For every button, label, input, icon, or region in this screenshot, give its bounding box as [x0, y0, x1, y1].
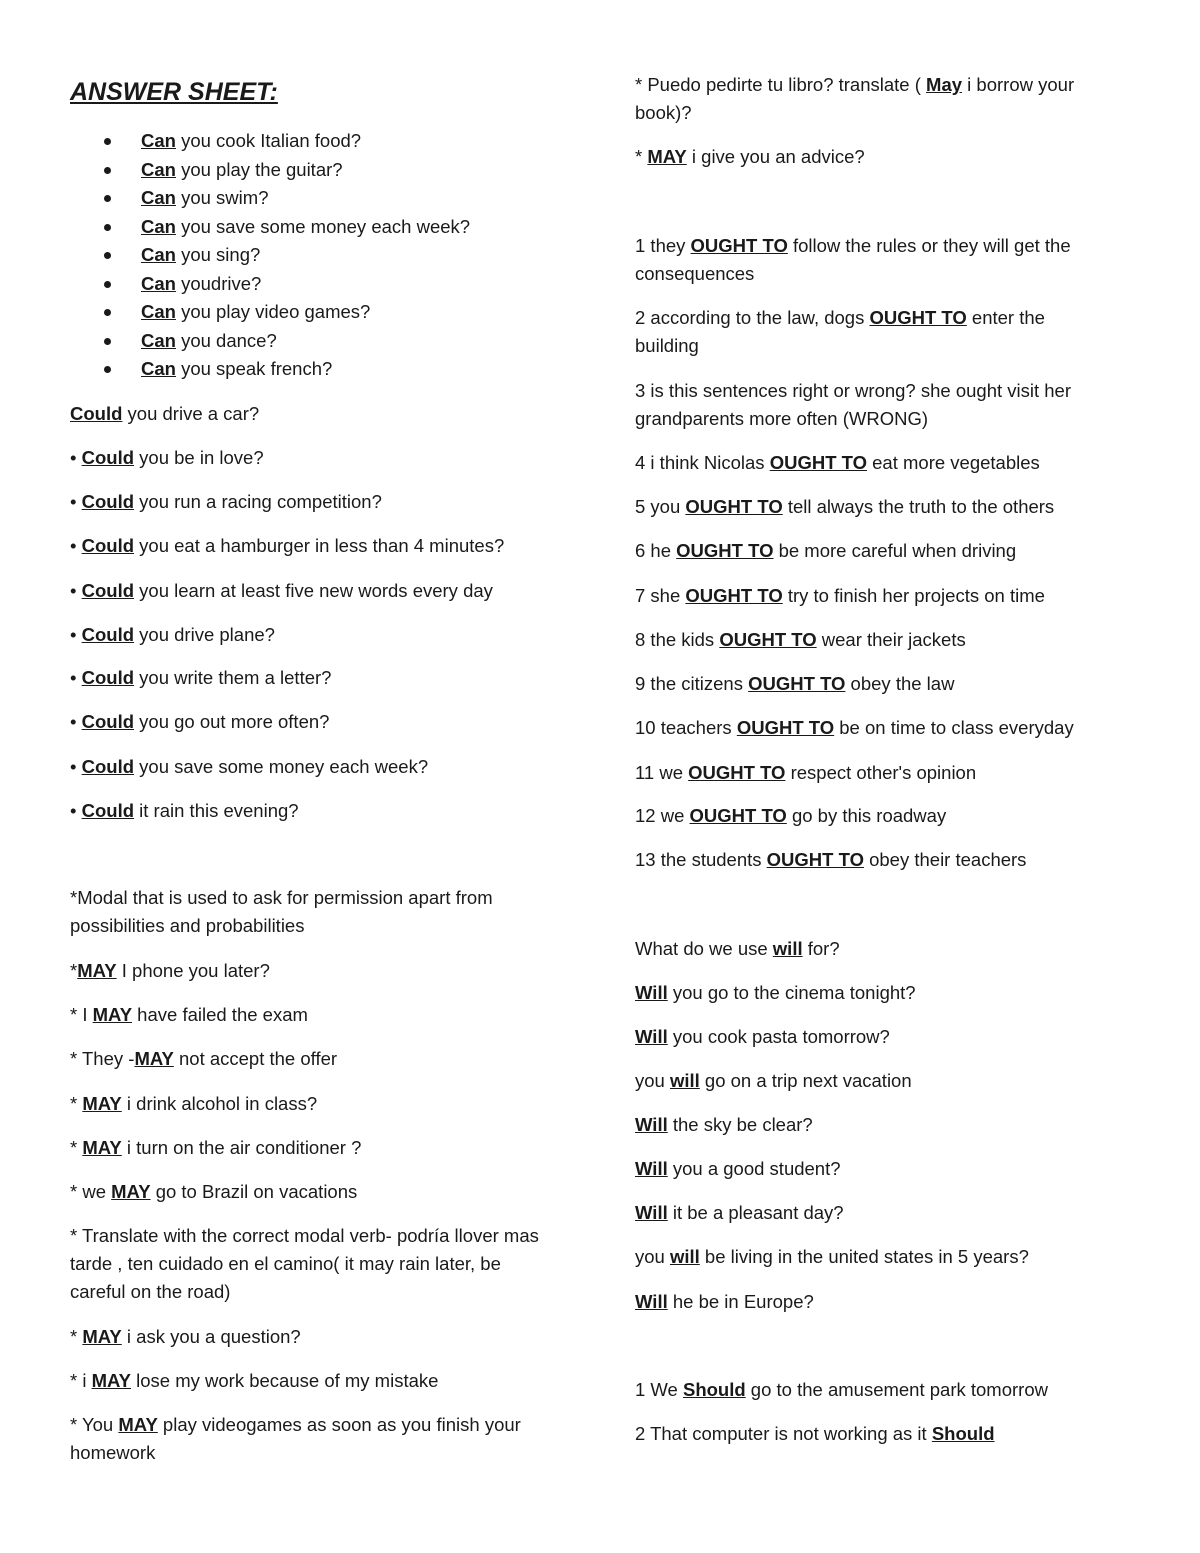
- will-line: you will be living in the united states in 5 years?: [635, 1246, 1029, 1267]
- may-translate: * Translate with the correct modal verb- podría llover mas tarde , ten cuidado en el camino( it may rain later, be careful on the road): [70, 1225, 539, 1302]
- could-line: Could you drive a car?: [70, 403, 260, 424]
- bullet-icon: [104, 195, 111, 202]
- could-line: • Could you drive plane?: [70, 624, 275, 645]
- ought-line: 11 we OUGHT TO respect other's opinion: [635, 762, 977, 783]
- could-line: • Could you run a racing competition?: [70, 491, 382, 512]
- ought-line: 4 i think Nicolas OUGHT TO eat more vegetables: [635, 452, 1040, 473]
- answer-sheet-page: ANSWER SHEET: Can you cook Italian food? Can you play the guitar? Can you swim? Can you save some money each week? Can you sing? Can youdrive? Can you play video games? Can you dance? Can you speak french? Could you drive a car? • Could you be in love? • Could you run a racing competition? • Could you eat a hamburger in less than 4 minutes? • Could you learn at least five new words every day • Could you drive plane? • Could you write them a letter? • Could you go out more often? • Could you save some money each week? • Could it rain this evening? *Modal that is used to ask for permission apart from possibilities and probabilities *MAY I phone you later? * I MAY have failed the exam * They -MAY not accept the offer * MAY i drink alcohol in class? * MAY i turn on the air conditioner ? * we MAY go to Brazil on vacations * Translate with the correct modal verb- podría llover mas tarde , ten cuidado en el camino( it may rain later, be careful on the road) * MAY i ask you a question? * i MAY lose my work because of my mistake * You MAY play videogames as soon as you finish your homework * Puedo pedirte tu libro? translate ( May i borrow your book)? * MAY i give you an advice? 1 they OUGHT TO follow the rules or they will get the consequences 2 according to the law, dogs OUGHT TO enter the building 3 is this sentences right or wrong? she ought visit her grandparents more often (WRONG) 4 i think Nicolas OUGHT TO eat more vegetables 5 you OUGHT TO tell always the truth to the others 6 he OUGHT TO be more careful when driving 7 she OUGHT TO try to finish her projects on time 8 the kids OUGHT TO wear their jackets 9 the citizens OUGHT TO obey the law 10 teachers OUGHT TO be on time to class everyday 11 we OUGHT TO respect other's opinion 12 we OUGHT TO go by this roadway 13 the students OUGHT TO obey their teachers What do we use will for? Will you go to the cinema tonight? Will you cook pasta tomorrow? you will go on a trip next vacation Will the sky be clear? Will you a good student? Will it be a pleasant day? you will be living in the united states in 5 years? Will he be in Europe? 1 We Should go to the amusement park tomorrow 2 That computer is not working as it Should: [0, 0, 1200, 1553]
- could-line: • Could you eat a hamburger in less than 4 minutes?: [70, 535, 505, 556]
- bullet-icon: [104, 224, 111, 231]
- ought-line: 1 they OUGHT TO follow the rules or they will get the consequences: [635, 235, 1071, 284]
- ought-line: 5 you OUGHT TO tell always the truth to the others: [635, 496, 1055, 517]
- may-line: * MAY i give you an advice?: [635, 146, 865, 167]
- will-line: you will go on a trip next vacation: [635, 1070, 912, 1091]
- could-line: • Could you be in love?: [70, 447, 264, 468]
- bullet-icon: [104, 281, 111, 288]
- could-line: • Could you learn at least five new words every day: [70, 580, 493, 601]
- may-line: * MAY i turn on the air conditioner ?: [70, 1137, 362, 1158]
- ought-line: 9 the citizens OUGHT TO obey the law: [635, 673, 955, 694]
- bullet-icon: [104, 138, 111, 145]
- should-line: 1 We Should go to the amusement park tomorrow: [635, 1379, 1048, 1400]
- ought-line: 13 the students OUGHT TO obey their teachers: [635, 849, 1027, 870]
- will-line: Will you go to the cinema tonight?: [635, 982, 916, 1003]
- could-line: • Could you save some money each week?: [70, 756, 429, 777]
- bullet-icon: [104, 252, 111, 259]
- should-line: 2 That computer is not working as it Should: [635, 1423, 995, 1444]
- bullet-icon: [104, 338, 111, 345]
- ought-line: 8 the kids OUGHT TO wear their jackets: [635, 629, 966, 650]
- ought-line: 6 he OUGHT TO be more careful when driving: [635, 540, 1017, 561]
- ought-line: 3 is this sentences right or wrong? she ought visit her grandparents more often (WRONG): [635, 380, 1072, 429]
- may-line: *MAY I phone you later?: [70, 960, 270, 981]
- may-line: * we MAY go to Brazil on vacations: [70, 1181, 358, 1202]
- will-line: Will it be a pleasant day?: [635, 1202, 844, 1223]
- ought-line: 7 she OUGHT TO try to finish her projects on time: [635, 585, 1045, 606]
- could-line: • Could it rain this evening?: [70, 800, 299, 821]
- may-intro: *Modal that is used to ask for permission apart from possibilities and probabilities: [70, 887, 493, 936]
- page-title: ANSWER SHEET:: [70, 78, 278, 106]
- may-line: * MAY i drink alcohol in class?: [70, 1093, 318, 1114]
- bullet-icon: [104, 366, 111, 373]
- may-line: * I MAY have failed the exam: [70, 1004, 308, 1025]
- will-line: Will he be in Europe?: [635, 1291, 814, 1312]
- may-line: * Puedo pedirte tu libro? translate ( May i borrow your book)?: [635, 74, 1075, 123]
- will-line: Will you a good student?: [635, 1158, 841, 1179]
- bullet-icon: [104, 309, 111, 316]
- ought-line: 10 teachers OUGHT TO be on time to class everyday: [635, 717, 1074, 738]
- will-line: What do we use will for?: [635, 938, 840, 959]
- will-line: Will you cook pasta tomorrow?: [635, 1026, 890, 1047]
- may-line: * You MAY play videogames as soon as you finish your homework: [70, 1414, 521, 1463]
- could-line: • Could you write them a letter?: [70, 667, 332, 688]
- bullet-icon: [104, 167, 111, 174]
- may-line: * i MAY lose my work because of my mistake: [70, 1370, 439, 1391]
- may-line: * They -MAY not accept the offer: [70, 1048, 338, 1069]
- will-line: Will the sky be clear?: [635, 1114, 813, 1135]
- ought-line: 2 according to the law, dogs OUGHT TO enter the building: [635, 307, 1045, 356]
- ought-line: 12 we OUGHT TO go by this roadway: [635, 805, 947, 826]
- could-line: • Could you go out more often?: [70, 711, 330, 732]
- may-line: * MAY i ask you a question?: [70, 1326, 301, 1347]
